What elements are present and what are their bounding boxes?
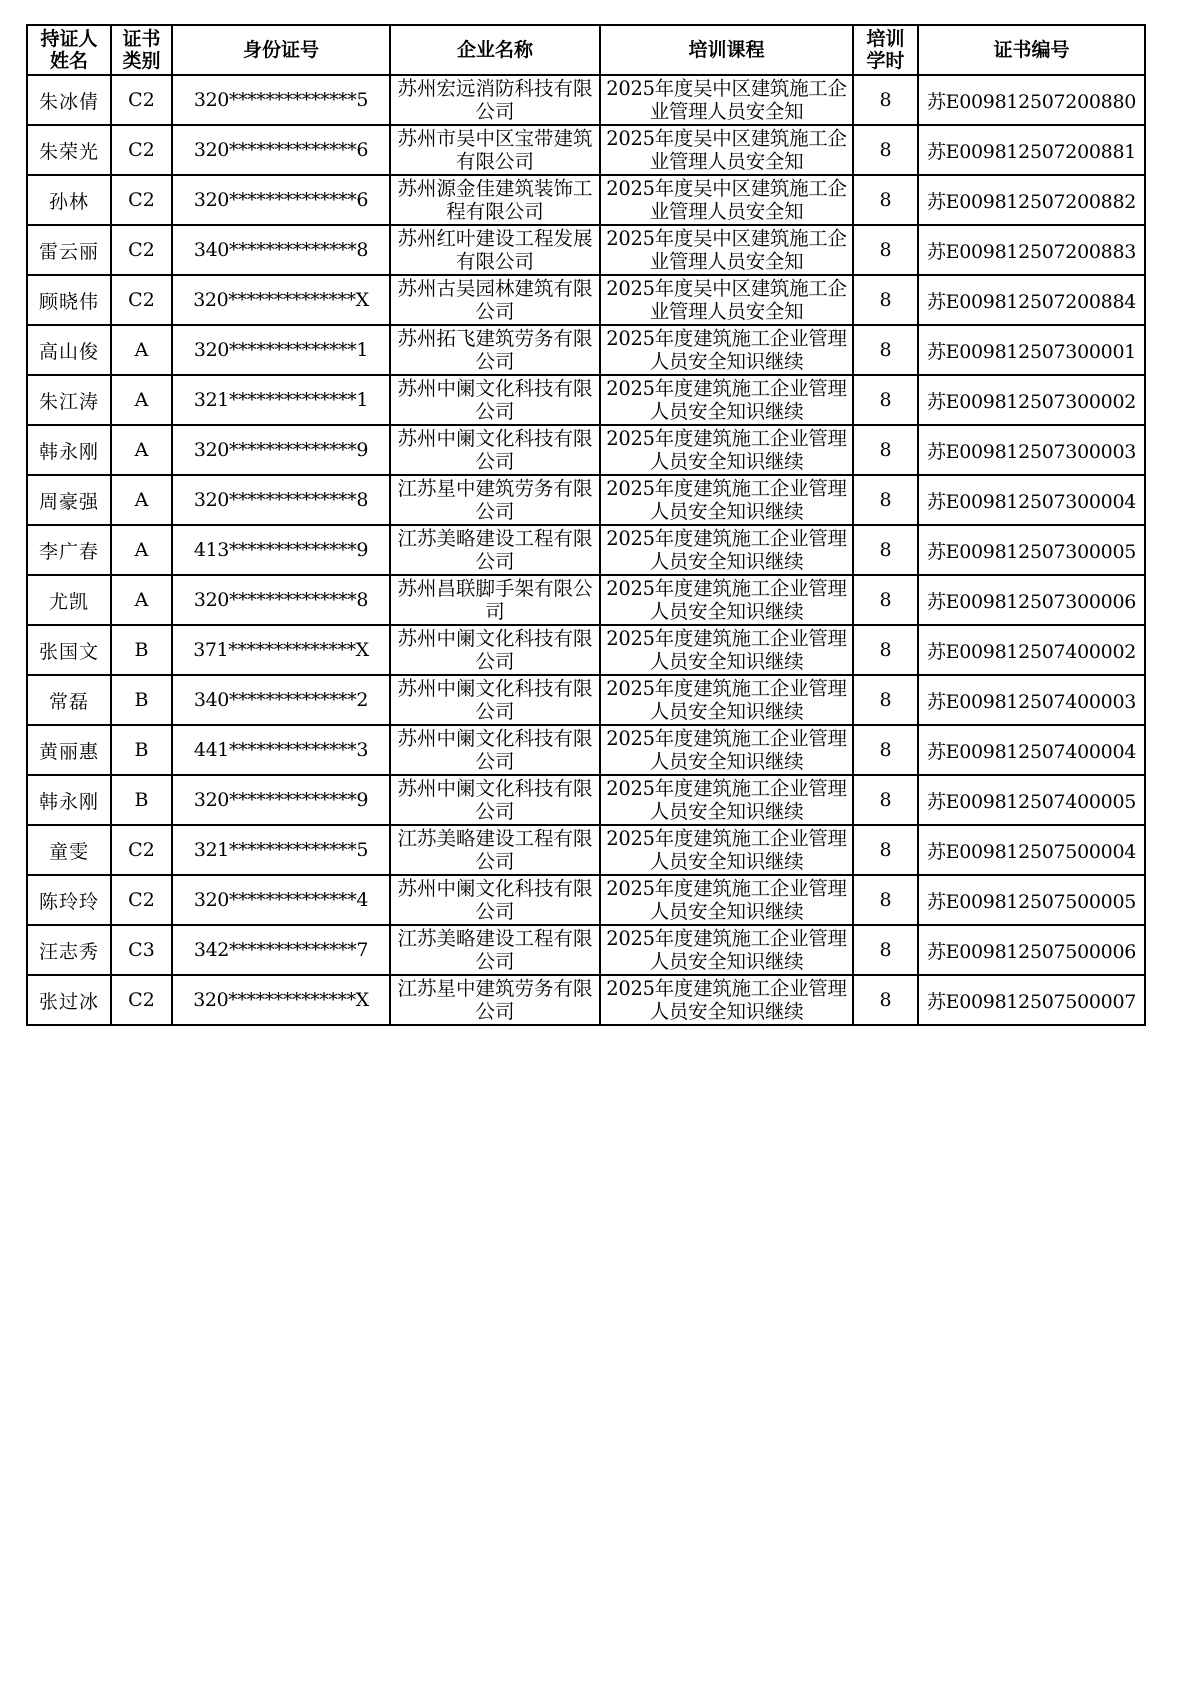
cell-cert-number: 苏E009812507200881 — [918, 125, 1145, 175]
table-row — [27, 75, 1145, 125]
cell-company-name — [390, 125, 600, 175]
cell-id-number: 321**************5 — [172, 825, 390, 875]
cell-id-number: 320**************9 — [172, 775, 390, 825]
cell-company-name — [390, 825, 600, 875]
table-row — [27, 975, 1145, 1025]
cell-training-course — [600, 275, 853, 325]
cell-training-course — [600, 875, 853, 925]
cell-training-course-text: 2025年度建筑施工企业管理人员安全知识继续 — [606, 527, 847, 573]
cell-training-course — [600, 575, 853, 625]
cell-training-course — [600, 625, 853, 675]
cell-cert-category: C2 — [111, 875, 172, 925]
cell-training-course-text: 2025年度建筑施工企业管理人员安全知识继续 — [606, 477, 847, 523]
cell-cert-number: 苏E009812507400005 — [918, 775, 1145, 825]
cell-training-hours: 8 — [853, 275, 918, 325]
cell-company-name — [390, 175, 600, 225]
cell-training-course-text: 2025年度建筑施工企业管理人员安全知识继续 — [606, 327, 847, 373]
cell-training-course — [600, 925, 853, 975]
cell-company-name — [390, 275, 600, 325]
cell-training-course-text: 2025年度建筑施工企业管理人员安全知识继续 — [606, 777, 847, 823]
cell-training-course — [600, 425, 853, 475]
header-training-hours: 培训 学时 — [853, 25, 918, 75]
cell-id-number: 371**************X — [172, 625, 390, 675]
table-row — [27, 675, 1145, 725]
cell-cert-number: 苏E009812507300004 — [918, 475, 1145, 525]
cell-cert-number: 苏E009812507500007 — [918, 975, 1145, 1025]
cell-training-course — [600, 225, 853, 275]
cell-training-hours: 8 — [853, 125, 918, 175]
cell-cert-category: C3 — [111, 925, 172, 975]
cell-cert-category: A — [111, 525, 172, 575]
table-body — [27, 75, 1145, 1025]
cell-cert-number: 苏E009812507200880 — [918, 75, 1145, 125]
table-row — [27, 775, 1145, 825]
cell-training-course-text: 2025年度建筑施工企业管理人员安全知识继续 — [606, 627, 847, 673]
cell-cert-category: A — [111, 575, 172, 625]
cell-cert-number: 苏E009812507300002 — [918, 375, 1145, 425]
cell-training-course — [600, 525, 853, 575]
cell-company-name-text: 苏州昌联脚手架有限公司 — [397, 577, 593, 623]
cell-id-number: 320**************4 — [172, 875, 390, 925]
cell-id-number: 321**************1 — [172, 375, 390, 425]
cell-training-hours: 8 — [853, 725, 918, 775]
cell-company-name-text: 江苏星中建筑劳务有限公司 — [397, 977, 593, 1023]
cell-training-hours: 8 — [853, 975, 918, 1025]
cell-holder-name: 尤凯 — [27, 575, 111, 625]
cell-cert-number: 苏E009812507400003 — [918, 675, 1145, 725]
cell-holder-name: 朱江涛 — [27, 375, 111, 425]
cell-holder-name: 朱冰倩 — [27, 75, 111, 125]
cell-holder-name: 李广春 — [27, 525, 111, 575]
cell-company-name-text: 苏州中阑文化科技有限公司 — [397, 677, 593, 723]
cell-holder-name: 张国文 — [27, 625, 111, 675]
cell-id-number: 413**************9 — [172, 525, 390, 575]
cell-training-course — [600, 775, 853, 825]
cell-cert-category: A — [111, 325, 172, 375]
cell-cert-category: C2 — [111, 175, 172, 225]
cell-training-course — [600, 675, 853, 725]
cell-cert-number: 苏E009812507200882 — [918, 175, 1145, 225]
cell-id-number: 320**************8 — [172, 475, 390, 525]
cell-training-hours: 8 — [853, 825, 918, 875]
cell-training-course-text: 2025年度吴中区建筑施工企业管理人员安全知 — [606, 127, 847, 173]
cell-company-name-text: 江苏美略建设工程有限公司 — [397, 527, 593, 573]
cell-training-course-text: 2025年度吴中区建筑施工企业管理人员安全知 — [606, 177, 847, 223]
cell-company-name-text: 苏州源金佳建筑装饰工程有限公司 — [397, 177, 593, 223]
cell-company-name-text: 苏州中阑文化科技有限公司 — [397, 627, 593, 673]
cell-holder-name: 韩永刚 — [27, 425, 111, 475]
cell-company-name-text: 苏州中阑文化科技有限公司 — [397, 877, 593, 923]
cell-training-course-text: 2025年度建筑施工企业管理人员安全知识继续 — [606, 577, 847, 623]
cell-training-course — [600, 75, 853, 125]
cell-cert-category: B — [111, 775, 172, 825]
cell-company-name — [390, 575, 600, 625]
table-row — [27, 925, 1145, 975]
cell-holder-name: 周豪强 — [27, 475, 111, 525]
cell-id-number: 441**************3 — [172, 725, 390, 775]
cell-training-hours: 8 — [853, 525, 918, 575]
cell-company-name — [390, 625, 600, 675]
table-row — [27, 625, 1145, 675]
cell-training-course-text: 2025年度吴中区建筑施工企业管理人员安全知 — [606, 227, 847, 273]
cell-company-name — [390, 475, 600, 525]
cell-holder-name: 童雯 — [27, 825, 111, 875]
cell-training-course-text: 2025年度建筑施工企业管理人员安全知识继续 — [606, 977, 847, 1023]
cell-cert-category: B — [111, 625, 172, 675]
cell-cert-category: C2 — [111, 225, 172, 275]
cell-cert-category: A — [111, 475, 172, 525]
cell-company-name-text: 苏州中阑文化科技有限公司 — [397, 427, 593, 473]
header-holder-name: 持证人 姓名 — [27, 25, 111, 75]
cell-training-hours: 8 — [853, 625, 918, 675]
cell-training-hours: 8 — [853, 675, 918, 725]
cell-cert-category: C2 — [111, 75, 172, 125]
cell-company-name — [390, 875, 600, 925]
cell-holder-name: 雷云丽 — [27, 225, 111, 275]
cell-training-course — [600, 475, 853, 525]
cell-company-name — [390, 675, 600, 725]
cell-holder-name: 高山俊 — [27, 325, 111, 375]
cell-training-course — [600, 825, 853, 875]
table-row — [27, 525, 1145, 575]
certificate-table — [26, 24, 1146, 1026]
table-row — [27, 225, 1145, 275]
cell-company-name — [390, 75, 600, 125]
cell-cert-number: 苏E009812507500004 — [918, 825, 1145, 875]
cell-cert-category: C2 — [111, 825, 172, 875]
cell-company-name-text: 江苏美略建设工程有限公司 — [397, 827, 593, 873]
cell-holder-name: 常磊 — [27, 675, 111, 725]
cell-company-name — [390, 225, 600, 275]
certificate-sheet — [26, 24, 1146, 1026]
cell-training-course-text: 2025年度吴中区建筑施工企业管理人员安全知 — [606, 77, 847, 123]
cell-cert-category: C2 — [111, 125, 172, 175]
cell-company-name — [390, 725, 600, 775]
cell-company-name-text: 苏州中阑文化科技有限公司 — [397, 777, 593, 823]
cell-id-number: 320**************5 — [172, 75, 390, 125]
cell-cert-category: C2 — [111, 975, 172, 1025]
cell-company-name-text: 江苏美略建设工程有限公司 — [397, 927, 593, 973]
cell-training-course — [600, 375, 853, 425]
cell-cert-number: 苏E009812507200883 — [918, 225, 1145, 275]
cell-training-course — [600, 175, 853, 225]
cell-id-number: 320**************X — [172, 975, 390, 1025]
cell-id-number: 320**************8 — [172, 575, 390, 625]
cell-cert-category: B — [111, 725, 172, 775]
cell-training-hours: 8 — [853, 175, 918, 225]
header-id-number: 身份证号 — [172, 25, 390, 75]
cell-company-name — [390, 375, 600, 425]
cell-cert-number: 苏E009812507500006 — [918, 925, 1145, 975]
cell-holder-name: 张过冰 — [27, 975, 111, 1025]
cell-id-number: 342**************7 — [172, 925, 390, 975]
cell-id-number: 340**************8 — [172, 225, 390, 275]
header-training-course: 培训课程 — [600, 25, 853, 75]
header-cert-category: 证书 类别 — [111, 25, 172, 75]
cell-id-number: 320**************1 — [172, 325, 390, 375]
cell-cert-category: A — [111, 375, 172, 425]
cell-training-course-text: 2025年度建筑施工企业管理人员安全知识继续 — [606, 427, 847, 473]
cell-training-hours: 8 — [853, 75, 918, 125]
cell-holder-name: 顾晓伟 — [27, 275, 111, 325]
cell-holder-name: 黄丽惠 — [27, 725, 111, 775]
cell-training-course-text: 2025年度建筑施工企业管理人员安全知识继续 — [606, 377, 847, 423]
cell-training-hours: 8 — [853, 375, 918, 425]
cell-id-number: 320**************X — [172, 275, 390, 325]
cell-company-name-text: 苏州古吴园林建筑有限公司 — [397, 277, 593, 323]
cell-training-course — [600, 975, 853, 1025]
cell-company-name-text: 苏州宏远消防科技有限公司 — [397, 77, 593, 123]
table-row — [27, 175, 1145, 225]
cell-cert-number: 苏E009812507300005 — [918, 525, 1145, 575]
cell-company-name — [390, 925, 600, 975]
cell-company-name-text: 苏州拓飞建筑劳务有限公司 — [397, 327, 593, 373]
cell-holder-name: 朱荣光 — [27, 125, 111, 175]
cell-id-number: 320**************6 — [172, 175, 390, 225]
cell-id-number: 320**************9 — [172, 425, 390, 475]
header-company-name: 企业名称 — [390, 25, 600, 75]
cell-cert-number: 苏E009812507400004 — [918, 725, 1145, 775]
cell-cert-number: 苏E009812507300003 — [918, 425, 1145, 475]
cell-training-hours: 8 — [853, 425, 918, 475]
table-row — [27, 475, 1145, 525]
table-row — [27, 325, 1145, 375]
cell-company-name — [390, 425, 600, 475]
cell-id-number: 320**************6 — [172, 125, 390, 175]
cell-holder-name: 韩永刚 — [27, 775, 111, 825]
table-row — [27, 275, 1145, 325]
cell-training-course — [600, 725, 853, 775]
cell-company-name — [390, 325, 600, 375]
cell-training-hours: 8 — [853, 225, 918, 275]
cell-training-hours: 8 — [853, 475, 918, 525]
cell-company-name-text: 江苏星中建筑劳务有限公司 — [397, 477, 593, 523]
header-cert-number: 证书编号 — [918, 25, 1145, 75]
cell-cert-number: 苏E009812507300006 — [918, 575, 1145, 625]
cell-cert-number: 苏E009812507500005 — [918, 875, 1145, 925]
cell-company-name — [390, 775, 600, 825]
cell-cert-number: 苏E009812507400002 — [918, 625, 1145, 675]
cell-holder-name: 陈玲玲 — [27, 875, 111, 925]
cell-cert-number: 苏E009812507200884 — [918, 275, 1145, 325]
cell-company-name-text: 苏州中阑文化科技有限公司 — [397, 377, 593, 423]
cell-training-hours: 8 — [853, 875, 918, 925]
cell-training-hours: 8 — [853, 325, 918, 375]
cell-cert-category: A — [111, 425, 172, 475]
cell-training-course — [600, 325, 853, 375]
cell-training-course-text: 2025年度建筑施工企业管理人员安全知识继续 — [606, 727, 847, 773]
cell-company-name-text: 苏州市吴中区宝带建筑有限公司 — [397, 127, 593, 173]
cell-cert-number: 苏E009812507300001 — [918, 325, 1145, 375]
cell-training-course-text: 2025年度建筑施工企业管理人员安全知识继续 — [606, 877, 847, 923]
cell-holder-name: 汪志秀 — [27, 925, 111, 975]
cell-training-course-text: 2025年度建筑施工企业管理人员安全知识继续 — [606, 827, 847, 873]
table-row — [27, 825, 1145, 875]
table-row — [27, 425, 1145, 475]
cell-company-name-text: 苏州红叶建设工程发展有限公司 — [397, 227, 593, 273]
table-row — [27, 875, 1145, 925]
cell-id-number: 340**************2 — [172, 675, 390, 725]
cell-training-hours: 8 — [853, 775, 918, 825]
cell-training-course-text: 2025年度吴中区建筑施工企业管理人员安全知 — [606, 277, 847, 323]
cell-cert-category: B — [111, 675, 172, 725]
cell-holder-name: 孙林 — [27, 175, 111, 225]
cell-training-course — [600, 125, 853, 175]
cell-training-course-text: 2025年度建筑施工企业管理人员安全知识继续 — [606, 927, 847, 973]
cell-training-course-text: 2025年度建筑施工企业管理人员安全知识继续 — [606, 677, 847, 723]
table-row — [27, 375, 1145, 425]
cell-training-hours: 8 — [853, 575, 918, 625]
cell-company-name — [390, 975, 600, 1025]
cell-company-name — [390, 525, 600, 575]
cell-cert-category: C2 — [111, 275, 172, 325]
table-row — [27, 725, 1145, 775]
table-row — [27, 575, 1145, 625]
cell-company-name-text: 苏州中阑文化科技有限公司 — [397, 727, 593, 773]
header-row — [27, 25, 1145, 75]
cell-training-hours: 8 — [853, 925, 918, 975]
table-row — [27, 125, 1145, 175]
